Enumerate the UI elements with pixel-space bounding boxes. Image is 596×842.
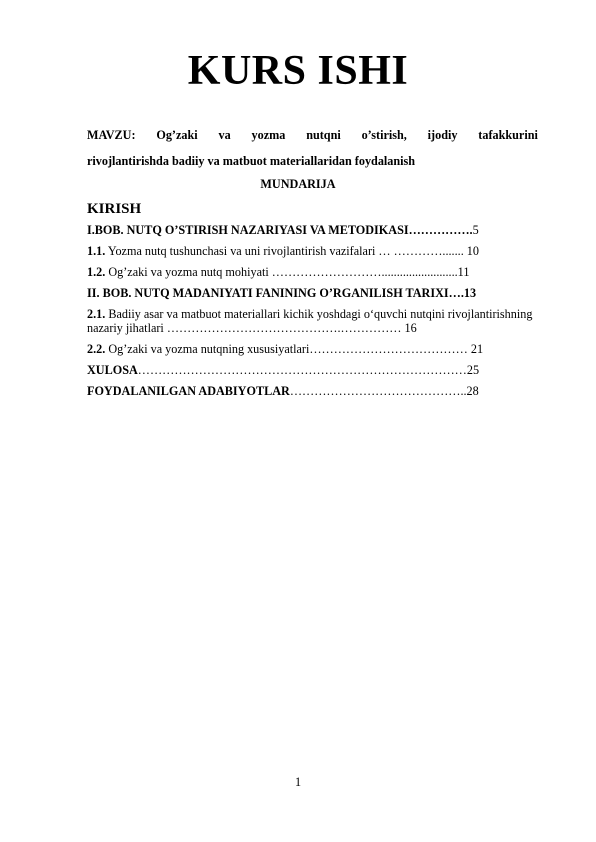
toc-entry-title: II. BOB. NUTQ MADANIYATI FANINING O’RGANILISH TARIXI: [87, 286, 449, 300]
toc-entry-title: Yozma nutq tushunchasi va uni rivojlantirish vazifalari … ………….......: [105, 244, 464, 258]
toc-entry-title: FOYDALANILGAN ADABIYOTLAR: [87, 384, 290, 398]
toc-section-2-2: [87, 339, 542, 360]
toc-entry-title: I.BOB. NUTQ O’STIRISH NAZARIYASI VA METODIKASI: [87, 223, 409, 237]
toc-leader-dots: ………………………………………………………………………: [137, 363, 467, 377]
table-of-contents: [87, 220, 542, 402]
toc-page-number: 28: [466, 384, 479, 398]
toc-references: [87, 381, 542, 402]
toc-page-number: 21: [467, 342, 484, 356]
topic-word: MAVZU:: [87, 128, 136, 142]
toc-chapter-1: [87, 220, 542, 241]
toc-page-number: 16: [404, 321, 417, 335]
topic-word: ijodiy: [427, 128, 458, 142]
topic-word: o’stirish,: [361, 128, 407, 142]
contents-heading: MUNDARIJA: [260, 177, 336, 191]
topic-word: va: [218, 128, 231, 142]
toc-entry-title: Badiiy asar va matbuot materiallari kichik yoshdagi oʻquvchi nutqini rivojlantirishning nazariy jihatlari …………………………………….……………: [87, 307, 533, 335]
toc-entry-title: Og’zaki va yozma nutqning xususiyatlari…………………………………: [105, 342, 468, 356]
topic-word: tafakkurini: [478, 128, 538, 142]
toc-leader-dots: …………….: [408, 223, 473, 237]
toc-conclusion: [87, 360, 542, 381]
topic-word: yozma: [251, 128, 286, 142]
toc-section-number: 1.1.: [87, 244, 106, 258]
toc-entry-title: Og’zaki va yozma nutq mohiyati ……………………….........................: [105, 265, 458, 279]
toc-page-number: 13: [463, 286, 477, 300]
toc-chapter-2: [87, 283, 542, 304]
toc-entry-title: XULOSA: [87, 363, 138, 377]
topic-line-2: rivojlantirishda badiiy va matbuot materiallaridan foydalanish: [87, 154, 416, 168]
toc-section-1-1: [87, 241, 542, 262]
topic-word: Og’zaki: [156, 128, 198, 142]
toc-intro: KIRISH: [87, 201, 142, 217]
toc-section-number: 2.2.: [87, 342, 106, 356]
toc-leader-dots: ….: [448, 286, 464, 300]
toc-page-number: 10: [463, 244, 479, 258]
toc-page-number: 11: [457, 265, 470, 279]
document-title: KURS ISHI: [187, 48, 409, 94]
page-number: 1: [294, 775, 302, 789]
toc-leader-dots: ……………………………………..: [289, 384, 467, 398]
topic-block: [87, 122, 538, 174]
toc-section-2-1: [87, 304, 542, 339]
toc-page-number: 25: [466, 363, 480, 377]
toc-page-number: 5: [472, 223, 479, 237]
topic-word: nutqni: [306, 128, 341, 142]
toc-section-number: 1.2.: [87, 265, 106, 279]
topic-line-1: [87, 122, 538, 148]
toc-section-1-2: [87, 262, 542, 283]
toc-section-number: 2.1.: [87, 307, 106, 321]
